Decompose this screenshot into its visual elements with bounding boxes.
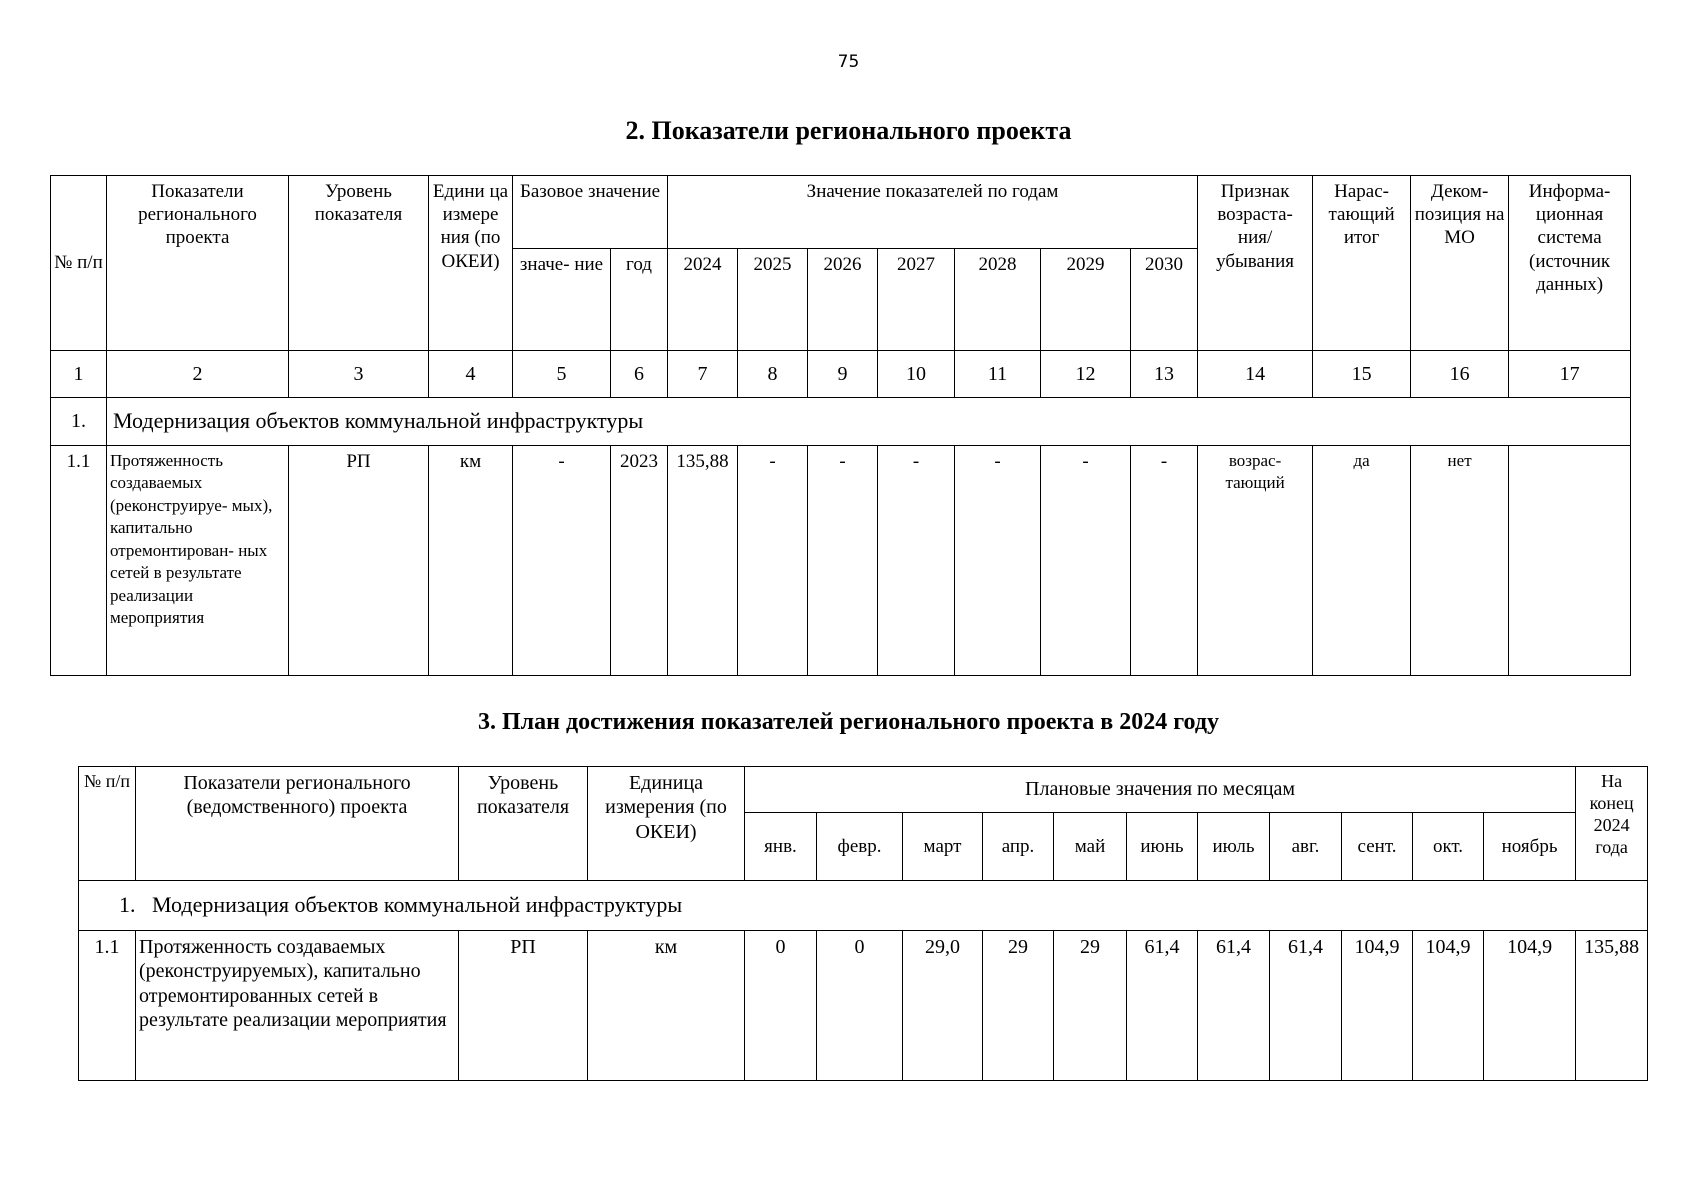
column-number: 9 (808, 351, 878, 398)
header-year: 2026 (808, 249, 878, 351)
table-row (51, 446, 1631, 676)
header-month: февр. (817, 813, 903, 881)
column-number: 6 (611, 351, 668, 398)
section-row-label: Модернизация объектов коммунальной инфраструктуры (107, 398, 1631, 446)
base-value: - (513, 446, 611, 676)
header-year: 2028 (955, 249, 1041, 351)
header-num: № п/п (51, 176, 107, 351)
header-year: 2030 (1131, 249, 1198, 351)
header-indicator-name: Показатели регионального (ведомственного) проекта (136, 767, 459, 881)
month-value: 0 (817, 931, 903, 1081)
header-level: Уровень показателя (289, 176, 429, 351)
column-number: 3 (289, 351, 429, 398)
month-value: 104,9 (1484, 931, 1576, 1081)
indicator-level: РП (459, 931, 588, 1081)
month-value: 29,0 (903, 931, 983, 1081)
header-year: 2027 (878, 249, 955, 351)
indicators-table (50, 175, 1631, 676)
month-value: 29 (983, 931, 1054, 1081)
header-trend: Признак возраста- ния/ убывания (1198, 176, 1313, 351)
header-month: сент. (1342, 813, 1413, 881)
indicator-name: Протяженность создаваемых (реконструируемых), капитально отремонтированных сетей в результате реализации мероприятия (136, 931, 459, 1081)
header-month: ноябрь (1484, 813, 1576, 881)
page-number: 75 (837, 52, 860, 72)
header-year: 2024 (668, 249, 738, 351)
column-number: 10 (878, 351, 955, 398)
header-month: март (903, 813, 983, 881)
column-number: 11 (955, 351, 1041, 398)
month-value: 61,4 (1127, 931, 1198, 1081)
header-decomposition: Деком- позиция на МО (1411, 176, 1509, 351)
year-value: - (738, 446, 808, 676)
row-number: 1.1 (51, 446, 107, 676)
column-number: 7 (668, 351, 738, 398)
indicator-unit: км (588, 931, 745, 1081)
column-number: 4 (429, 351, 513, 398)
column-number: 2 (107, 351, 289, 398)
info-system-value (1509, 446, 1631, 676)
column-number: 14 (1198, 351, 1313, 398)
header-base-value: значе- ние (513, 249, 611, 351)
base-year: 2023 (611, 446, 668, 676)
header-month: июль (1198, 813, 1270, 881)
section-row-number: 1. (51, 398, 107, 446)
column-number: 16 (1411, 351, 1509, 398)
section-2-title: 2. Показатели регионального проекта (625, 116, 1072, 145)
section-row-number: 1. (119, 892, 136, 918)
column-number: 15 (1313, 351, 1411, 398)
row-number: 1.1 (79, 931, 136, 1081)
year-value: - (1131, 446, 1198, 676)
column-number: 17 (1509, 351, 1631, 398)
decomposition-value: нет (1411, 446, 1509, 676)
header-months-group: Плановые значения по месяцам (745, 767, 1576, 813)
year-value: - (808, 446, 878, 676)
month-value: 0 (745, 931, 817, 1081)
indicator-unit: км (429, 446, 513, 676)
header-base-year: год (611, 249, 668, 351)
header-end-of-year: На конец 2024 года (1576, 767, 1648, 881)
header-month: окт. (1413, 813, 1484, 881)
month-value: 61,4 (1198, 931, 1270, 1081)
section-row (79, 881, 1648, 931)
header-year: 2029 (1041, 249, 1131, 351)
indicator-level: РП (289, 446, 429, 676)
month-value: 61,4 (1270, 931, 1342, 1081)
header-base: Базовое значение (513, 176, 668, 249)
header-year: 2025 (738, 249, 808, 351)
header-unit: Единица измерения (по ОКЕИ) (588, 767, 745, 881)
header-month: апр. (983, 813, 1054, 881)
column-number: 1 (51, 351, 107, 398)
section-row-label: Модернизация объектов коммунальной инфраструктуры (152, 892, 683, 918)
month-value: 104,9 (1413, 931, 1484, 1081)
table-row (79, 931, 1648, 1081)
header-years-group: Значение показателей по годам (668, 176, 1198, 249)
column-number: 8 (738, 351, 808, 398)
header-month: июнь (1127, 813, 1198, 881)
column-number: 5 (513, 351, 611, 398)
year-value: - (955, 446, 1041, 676)
year-value: 135,88 (668, 446, 738, 676)
trend-value: возрас- тающий (1198, 446, 1313, 676)
header-month: май (1054, 813, 1127, 881)
end-of-year-value: 135,88 (1576, 931, 1648, 1081)
year-value: - (1041, 446, 1131, 676)
monthly-plan-table (78, 766, 1648, 1081)
header-level: Уровень показателя (459, 767, 588, 881)
header-info-system: Информа- ционная система (источник данных) (1509, 176, 1631, 351)
header-indicator-name: Показатели регионального проекта (107, 176, 289, 351)
header-unit: Едини ца измере ния (по ОКЕИ) (429, 176, 513, 351)
column-number: 13 (1131, 351, 1198, 398)
year-value: - (878, 446, 955, 676)
month-value: 29 (1054, 931, 1127, 1081)
header-month: янв. (745, 813, 817, 881)
indicator-name: Протяженность создаваемых (реконструируе- мых), капитально отремонтирован- ных сетей в результате реализации мероприятия (107, 446, 289, 676)
header-num: № п/п (79, 767, 136, 881)
header-cumulative: Нарас- тающий итог (1313, 176, 1411, 351)
cumulative-value: да (1313, 446, 1411, 676)
header-month: авг. (1270, 813, 1342, 881)
section-3-title: 3. План достижения показателей регионального проекта в 2024 году (478, 709, 1219, 735)
month-value: 104,9 (1342, 931, 1413, 1081)
column-number: 12 (1041, 351, 1131, 398)
